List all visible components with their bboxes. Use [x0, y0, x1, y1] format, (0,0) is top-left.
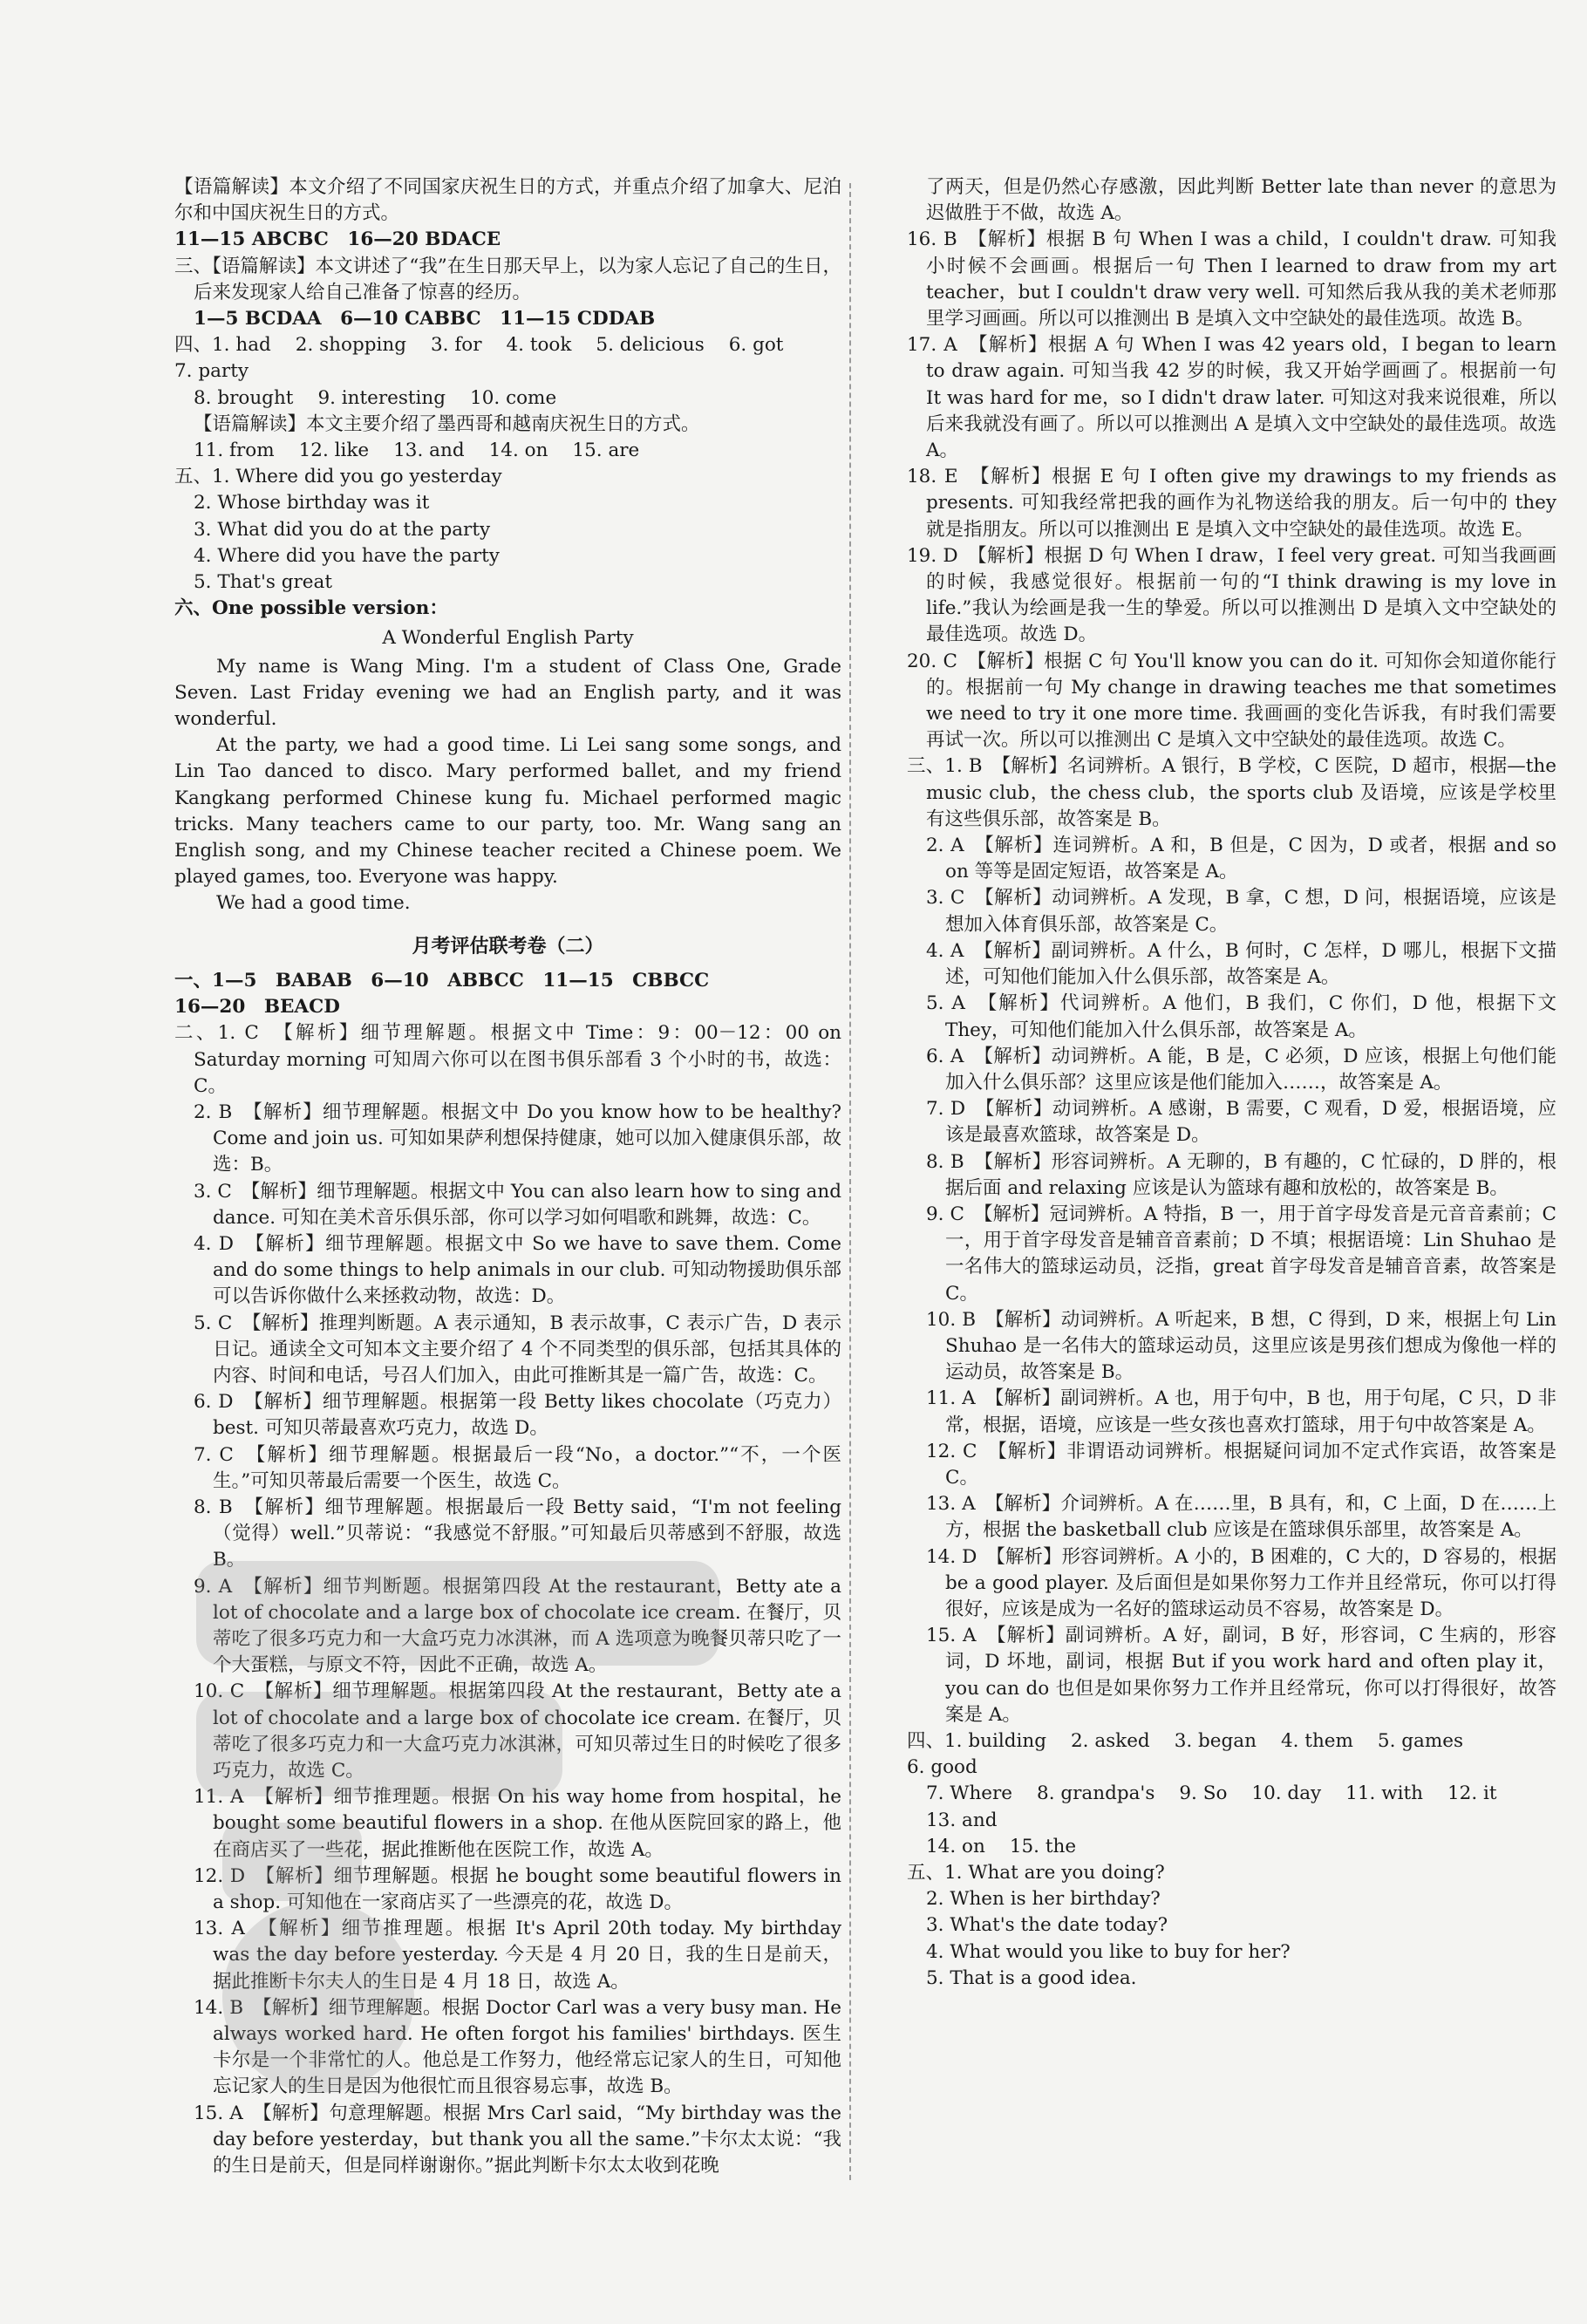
section-5-item: 五、1. Where did you go yesterday	[174, 466, 502, 488]
essay-paragraph: At the party, we had a good time. Li Lei sang some songs, and Lin Tao danced to disco. Mary performed ballet, and my friend Kangkang performed Chinese kung fu. Michael performed magic tricks. Many teachers came to our party, too. Mr. Wang sang an English song, and my Chinese teacher recited a Chinese poem. We played games, too. Everyone was happy.	[174, 734, 841, 889]
explanation-item: 14. D 【解析】形容词辨析。A 小的，B 困难的，C 大的，D 容易的，根据 be a good player. 及后面但是如果你努力工作并且经常玩，你可以打得很好，应该是成为一名好的篮球运动员不容易，故答案是 D。	[926, 1545, 1556, 1620]
essay-paragraph: My name is Wang Ming. I'm a student of Class One, Grade Seven. Last Friday evening we had an English party, and it was wonderful.	[174, 655, 841, 731]
explanation-item: 2. A 【解析】连词辨析。A 和，B 但是，C 因为，D 或者，根据 and so on 等等是固定短语，故答案是 A。	[926, 835, 1556, 883]
blank-answer: 14. on	[488, 440, 548, 462]
blank-answer: 7. party	[174, 360, 249, 383]
blank-answer: 8. grandpa's	[1037, 1782, 1155, 1805]
blank-answer: 12. like	[298, 440, 370, 462]
explanation-item: 7. C 【解析】细节理解题。根据最后一段“No，a doctor.”“不，一个医生。”可知贝蒂最后需要一个医生，故选 C。	[194, 1443, 841, 1492]
test-title: 月考评估联考卷（二）	[412, 934, 604, 958]
section-3-note: 三、【语篇解读】本文讲述了“我”在生日那天早上，以为家人忘记了自己的生日，后来发现家人给自己准备了惊喜的经历。	[174, 255, 841, 303]
explanation-item: 12. C 【解析】非谓语动词辨析。根据疑问词加不定式作宾语，故答案是 C。	[926, 1440, 1556, 1489]
explanation-item: 18. E 【解析】根据 E 句 I often give my drawings to my friends as presents. 可知我经常把我的画作为礼物送给我的朋友。后一句中的 they 就是指朋友。所以可以推测出 E 是填入文中空缺处的最佳选项。故选 E。	[907, 466, 1556, 541]
section-4-row	[907, 1728, 1556, 1781]
blank-answer: 5. games	[1377, 1729, 1463, 1752]
essay-paragraph: We had a good time.	[216, 892, 411, 915]
blank-answer: 11. with	[1345, 1782, 1423, 1805]
section-5-item: 3. What did you do at the party	[194, 518, 491, 541]
explanation-item: 16. B 【解析】根据 B 句 When I was a child，I couldn't draw. 可知我小时候不会画画。根据后一句 Then I learned to draw from my art teacher，but I couldn't draw very well. 可知然后我从我的美术老师那里学习画画。所以可以推测出 B 是填入文中空缺处的最佳选项。故选 B。	[907, 228, 1556, 331]
explanation-item: 8. B 【解析】细节理解题。根据最后一段 Betty said，“I'm not feeling（觉得）well.”贝蒂说：“我感觉不舒服。”可知最后贝蒂感到不舒服，故选 B。	[194, 1496, 841, 1571]
blank-answer: 8. brought	[194, 386, 294, 409]
explanation-item: 15. A 【解析】句意理解题。根据 Mrs Carl said，“My birthday was the day before yesterday，but thank you all the same.”卡尔太太说：“我的生日是前天，但是同样谢谢你。”据此判断卡尔太太收到花晚	[194, 2102, 841, 2177]
blank-answer: 4. took	[506, 334, 572, 357]
blank-answer: 四、1. building	[907, 1729, 1046, 1752]
answer-line: 11—15 ABCBC 16—20 BDACE	[174, 228, 501, 251]
explanation-item: 6. D 【解析】细节理解题。根据第一段 Betty likes chocolate（巧克力）best. 可知贝蒂最喜欢巧克力，故选 D。	[194, 1391, 841, 1440]
blank-answer: 7. Where	[926, 1782, 1013, 1805]
explanation-item: 9. C 【解析】冠词辨析。A 特指，B 一，用于首字母发音是元音音素前；C 一，用于首字母发音是辅音音素前；D 不填；根据语境：Lin Shuhao 是一名伟大的篮球运动员，泛指，great 首字母发音是辅音音素，故答案是 C。	[926, 1203, 1556, 1305]
blank-answer: 6. got	[728, 334, 784, 357]
section-5-item: 5. That's great	[194, 571, 332, 594]
explanation-item: 6. A 【解析】动词辨析。A 能，B 是，C 必须，D 应该，根据上句他们能加入什么俱乐部？这里应该是他们能加入……，故答案是 A。	[926, 1045, 1556, 1094]
blank-answer: 12. it	[1447, 1782, 1497, 1805]
section-5-item: 3. What's the date today?	[926, 1914, 1168, 1937]
blank-answer: 9. So	[1179, 1782, 1228, 1805]
explanation-item: 三、1. B 【解析】名词辨析。A 银行，B 学校，C 医院，D 超市，根据—the music club，the chess club，the sports club 及语境，应该是学校里有这些俱乐部，故答案是 B。	[907, 755, 1556, 830]
section-5-item: 4. Where did you have the party	[194, 544, 500, 567]
section-5-item: 4. What would you like to buy for her?	[926, 1940, 1291, 1963]
blank-answer: 10. day	[1251, 1782, 1322, 1805]
answer-line: 一、1—5 BABAB 6—10 ABBCC 11—15 CBBCC	[174, 969, 710, 992]
explanation-item: 10. C 【解析】细节理解题。根据第四段 At the restaurant，Betty ate a lot of chocolate and a large box of chocolate ice cream. 在餐厅，贝蒂吃了很多巧克力和一大盒巧克力冰淇淋，可知贝蒂过生日的时候吃了很多巧克力，故选 C。	[194, 1680, 841, 1782]
explanation-item: 10. B 【解析】动词辨析。A 听起来，B 想，C 得到，D 来，根据上句 Lin Shuhao 是一名伟大的篮球运动员，这里应该是男孩们想成为像他一样的运动员，故答案是 B。	[926, 1308, 1556, 1384]
blank-answer: 四、1. had	[174, 334, 271, 357]
blank-answer: 6. good	[907, 1756, 977, 1779]
right-column	[907, 174, 1556, 1992]
blank-answer: 11. from	[194, 440, 275, 462]
section-4-row	[907, 1834, 1556, 1860]
explanation-item: 3. C 【解析】细节理解题。根据文中 You can also learn how to sing and dance. 可知在美术音乐俱乐部，你可以学习如何唱歌和跳舞，故选：C。	[194, 1180, 841, 1229]
section-5-item: 五、1. What are you doing?	[907, 1862, 1165, 1884]
blank-answer: 15. are	[572, 440, 640, 462]
blank-answer: 9. interesting	[317, 386, 446, 409]
blank-answer: 2. shopping	[295, 334, 406, 357]
passage-note-2: 【语篇解读】本文主要介绍了墨西哥和越南庆祝生日的方式。	[194, 412, 700, 435]
blank-answer: 15. the	[1009, 1835, 1077, 1857]
explanation-item: 7. D 【解析】动词辨析。A 感谢，B 需要，C 观看，D 爱，根据语境，应该是最喜欢篮球，故答案是 D。	[926, 1098, 1556, 1147]
explanation-item: 5. C 【解析】推理判断题。A 表示通知，B 表示故事，C 表示广告，D 表示日记。通读全文可知本文主要介绍了 4 个不同类型的俱乐部，包括其具体的内容、时间和电话，号召人们加入，由此可推断其是一篇广告，故选：C。	[194, 1312, 841, 1387]
blank-answer: 4. them	[1280, 1729, 1353, 1752]
explanation-item: 8. B 【解析】形容词辨析。A 无聊的，B 有趣的，C 忙碌的，D 胖的，根据后面 and relaxing 应该是认为篮球有趣和放松的，故答案是 B。	[926, 1150, 1556, 1199]
blank-answer: 5. delicious	[596, 334, 705, 357]
blank-answer: 13. and	[393, 440, 465, 462]
section-4-row	[907, 1781, 1556, 1833]
explanation-item: 11. A 【解析】副词辨析。A 也，用于句中，B 也，用于句尾，C 只，D 非常，根据，语境，应该是一些女孩也喜欢打篮球，用于句中故答案是 A。	[926, 1387, 1556, 1436]
explanation-item: 2. B 【解析】细节理解题。根据文中 Do you know how to be healthy? Come and join us. 可知如果萨利想保持健康，她可以加入健康俱乐部，故选：B。	[194, 1101, 841, 1176]
explanation-item: 11. A 【解析】细节推理题。根据 On his way home from hospital，he bought some beautiful flowers in a shop. 在他从医院回家的路上，他在商店买了一些花，据此推断他在医院工作，故选 A。	[194, 1786, 841, 1861]
section-4-row	[174, 438, 841, 464]
explanation-item: 13. A 【解析】介词辨析。A 在……里，B 具有，和，C 上面，D 在……上方，根据 the basketball club 应该是在篮球俱乐部里，故答案是 A。	[926, 1493, 1556, 1542]
section-5-item: 2. When is her birthday?	[926, 1888, 1161, 1911]
explanation-item: 4. A 【解析】副词辨析。A 什么，B 何时，C 怎样，D 哪儿，根据下文描述，可知他们能加入什么俱乐部，故答案是 A。	[926, 939, 1556, 989]
explanation-item: 13. A 【解析】细节推理题。根据 It's April 20th today. My birthday was the day before yesterday. 今天是 4 月 20 日，我的生日是前天，据此推断卡尔夫人的生日是 4 月 18 日，故选 A。	[194, 1918, 841, 1993]
section-4-row	[174, 385, 841, 412]
explanation-item: 4. D 【解析】细节理解题。根据文中 So we have to save them. Come and do some things to help animals in our club. 可知动物援助俱乐部可以告诉你做什么来拯救动物，故选：D。	[194, 1232, 841, 1308]
explanation-item: 9. A 【解析】细节判断题。根据第四段 At the restaurant，Betty ate a lot of chocolate and a large box of chocolate ice cream. 在餐厅，贝蒂吃了很多巧克力和一大盒巧克力冰淇淋，而 A 选项意为晚餐贝蒂只吃了一个大蛋糕，与原文不符，因此不正确，故选 A。	[194, 1575, 841, 1677]
explanation-item: 3. C 【解析】动词辨析。A 发现，B 拿，C 想，D 问，根据语境，应该是想加入体育俱乐部，故答案是 C。	[926, 887, 1556, 936]
section-4-row	[174, 332, 841, 385]
blank-answer: 14. on	[926, 1835, 985, 1857]
explanation-item: 5. A 【解析】代词辨析。A 他们，B 我们，C 你们，D 他，根据下文 They，可知他们能加入什么俱乐部，故答案是 A。	[926, 992, 1556, 1041]
answer-line: 1—5 BCDAA 6—10 CABBC 11—15 CDDAB	[194, 308, 656, 331]
blank-answer: 3. began	[1174, 1729, 1257, 1752]
blank-answer: 3. for	[430, 334, 482, 357]
column-divider	[849, 183, 851, 2180]
explanation-item: 15. A 【解析】副词辨析。A 好，副词，B 好，形容词，C 生病的，形容词，D 坏地，副词，根据 But if you work hard and often play it，you can do 也但是如果你努力工作并且经常玩，你可以打得很好，故答案是 A。	[926, 1625, 1556, 1726]
section-6-heading: 六、One possible version：	[174, 597, 448, 620]
explanation-item: 20. C 【解析】根据 C 句 You'll know you can do it. 可知你会知道你能行的。根据前一句 My change in drawing teaches me that sometimes we need to try it one more time. 我画画的变化告诉我，有时我们需要再试一次。所以可以推测出 C 是填入文中空缺处的最佳选项。故选 C。	[907, 650, 1556, 752]
explanation-item: 二、1. C 【解析】细节理解题。根据文中 Time：9：00－12：00 on Saturday morning 可知周六你可以在图书俱乐部看 3 个小时的书，故选：C。	[174, 1022, 841, 1097]
section-5-item: 2. Whose birthday was it	[194, 492, 430, 515]
explanation-item: 12. D 【解析】细节理解题。根据 he bought some beautiful flowers in a shop. 可知他在一家商店买了一些漂亮的花，故选 D。	[194, 1864, 841, 1913]
answer-line: 16—20 BEACD	[174, 996, 340, 1019]
passage-note-1: 【语篇解读】本文介绍了不同国家庆祝生日的方式，并重点介绍了加拿大、尼泊尔和中国庆祝生日的方式。	[174, 176, 841, 225]
blank-answer: 2. asked	[1070, 1729, 1150, 1752]
blank-answer: 10. come	[470, 386, 557, 409]
left-column	[174, 174, 841, 2179]
blank-answer: 13. and	[926, 1809, 998, 1831]
section-5-item: 5. That is a good idea.	[926, 1966, 1137, 1989]
explanation-item: 17. A 【解析】根据 A 句 When I was 42 years old，I began to learn to draw again. 可知当我 42 岁的时候，我又开始学画画了。根据前一句 It was hard for me，so I didn't draw later. 可知这对我来说很难，所以后来我就没有画了。所以可以推测出 A 是填入文中空缺处的最佳选项。故选 A。	[907, 334, 1556, 462]
essay-title: A Wonderful English Party	[382, 627, 634, 650]
explanation-item: 14. B 【解析】细节理解题。根据 Doctor Carl was a very busy man. He always worked hard. He often forgot his families' birthdays. 医生卡尔是一个非常忙的人。他总是工作努力，他经常忘记家人的生日，可知他忘记家人的生日是因为他很忙而且很容易忘事，故选 B。	[194, 1996, 841, 2098]
explanation-continued: 了两天，但是仍然心存感激，因此判断 Better late than never 的意思为迟做胜于不做，故选 A。	[926, 176, 1556, 225]
explanation-item: 19. D 【解析】根据 D 句 When I draw，I feel very great. 可知当我画画的时候，我感觉很好。根据前一句的“I think drawing is my love in life.”我认为绘画是我一生的挚爱。所以可以推测出 D 是填入文中空缺处的最佳选项。故选 D。	[907, 544, 1556, 646]
